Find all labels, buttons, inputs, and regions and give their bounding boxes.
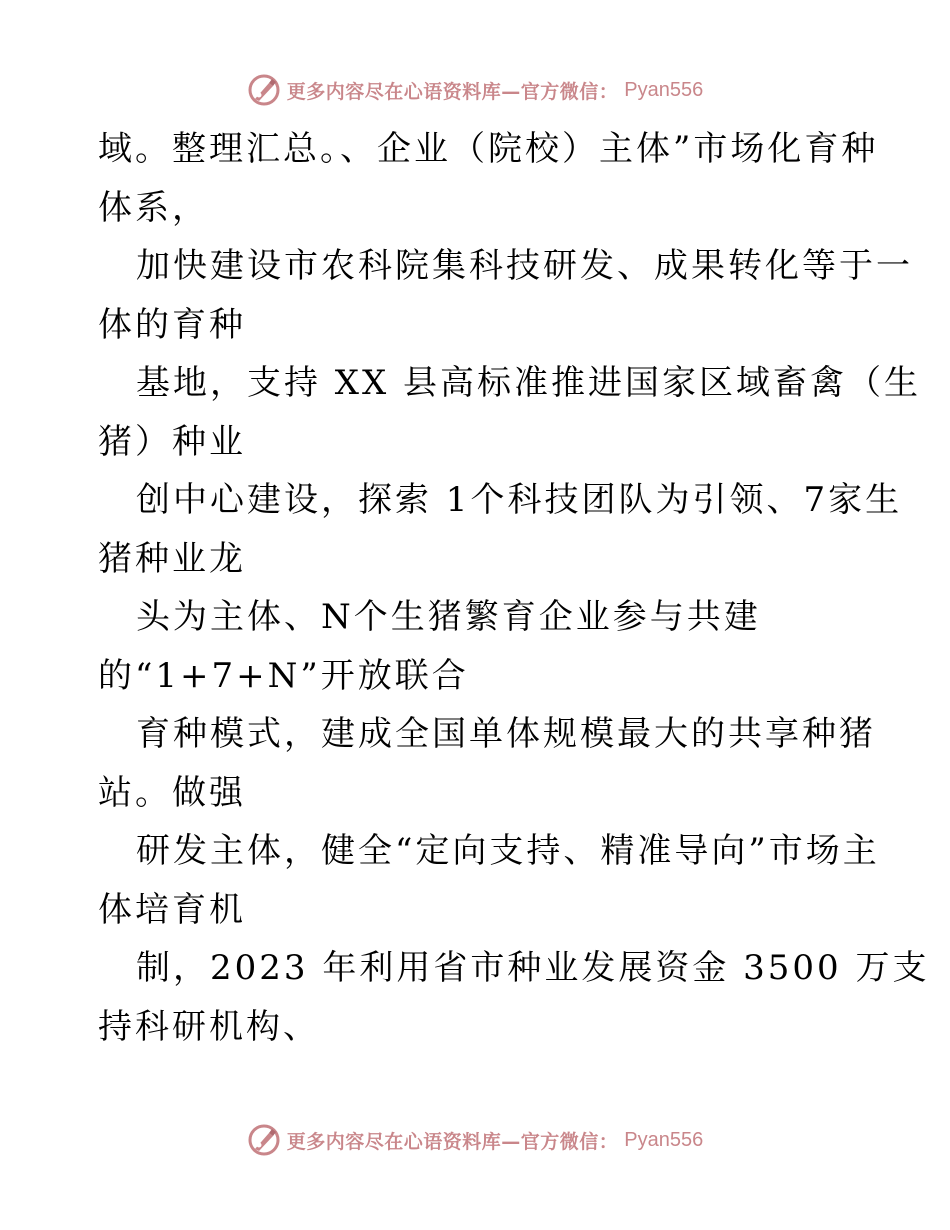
text-line: 体系， xyxy=(98,187,209,228)
watermark-text: 更多内容尽在心语资料库—官方微信： xyxy=(286,80,619,103)
watermark-text: 更多内容尽在心语资料库—官方微信： xyxy=(286,1130,619,1153)
watermark-header xyxy=(0,72,950,108)
text-line: 站。做强 xyxy=(98,772,246,813)
text-line: 持科研机构、 xyxy=(98,1006,320,1047)
watermark-handle: Pyan556 xyxy=(624,78,704,101)
watermark-footer xyxy=(0,1122,950,1158)
text-line: 猪）种业 xyxy=(98,421,246,462)
text-line: 体培育机 xyxy=(98,889,246,930)
text-line: 域。整理汇总。、企业（院校）主体”市场化育种 xyxy=(98,129,879,169)
text-line: 基地，支持 XX 县高标准推进国家区域畜禽（生 xyxy=(136,363,922,403)
text-line: 头为主体、N个生猪繁育企业参与共建 xyxy=(136,597,761,637)
pen-logo-icon xyxy=(247,1123,281,1157)
document-body xyxy=(98,120,930,1056)
text-line: 的“1+7+N”开放联合 xyxy=(98,655,469,696)
pen-logo-icon xyxy=(247,73,281,107)
text-line: 加快建设市农科院集科技研发、成果转化等于一 xyxy=(136,246,913,286)
text-line: 创中心建设，探索 1个科技团队为引领、7家生 xyxy=(136,480,903,520)
text-line: 育种模式，建成全国单体规模最大的共享种猪 xyxy=(136,714,876,754)
text-line: 猪种业龙 xyxy=(98,538,246,579)
text-line: 体的育种 xyxy=(98,304,246,345)
text-line: 研发主体，健全“定向支持、精准导向”市场主 xyxy=(136,831,880,871)
watermark-handle: Pyan556 xyxy=(624,1128,704,1151)
text-line: 制，2023 年利用省市种业发展资金 3500 万支 xyxy=(136,948,930,988)
